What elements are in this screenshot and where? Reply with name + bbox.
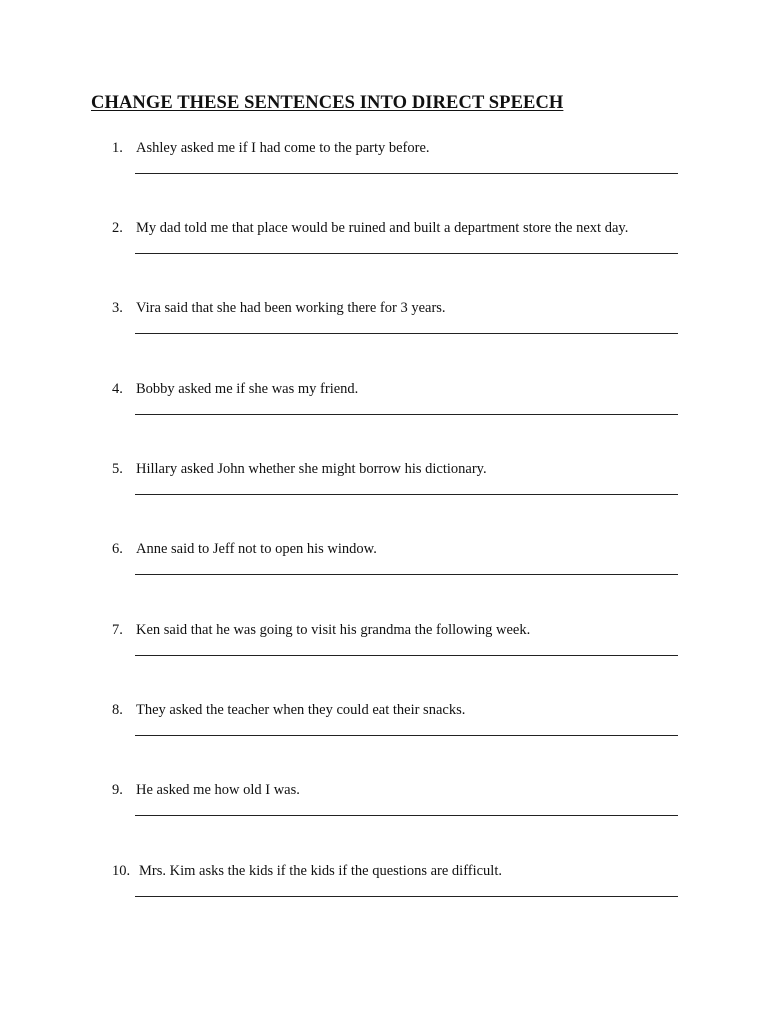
question-number: 1. bbox=[112, 140, 123, 156]
answer-line[interactable] bbox=[135, 494, 678, 495]
answer-line[interactable] bbox=[135, 815, 678, 816]
question-item bbox=[0, 541, 768, 601]
answer-line[interactable] bbox=[135, 333, 678, 334]
question-number: 8. bbox=[112, 702, 123, 718]
question-item bbox=[0, 863, 768, 923]
question-item bbox=[0, 461, 768, 521]
answer-line[interactable] bbox=[135, 735, 678, 736]
question-text: Anne said to Jeff not to open his window. bbox=[136, 541, 377, 557]
question-item bbox=[0, 381, 768, 441]
question-number: 5. bbox=[112, 461, 123, 477]
question-number: 10. bbox=[112, 863, 131, 879]
worksheet-title: CHANGE THESE SENTENCES INTO DIRECT SPEECH bbox=[91, 93, 564, 113]
question-item bbox=[0, 622, 768, 682]
question-number: 3. bbox=[112, 300, 123, 316]
question-item bbox=[0, 782, 768, 842]
question-number: 7. bbox=[112, 622, 123, 638]
answer-line[interactable] bbox=[135, 896, 678, 897]
answer-line[interactable] bbox=[135, 253, 678, 254]
answer-line[interactable] bbox=[135, 414, 678, 415]
question-text: Mrs. Kim asks the kids if the kids if the questions are difficult. bbox=[139, 863, 502, 879]
question-number: 4. bbox=[112, 381, 123, 397]
question-text: Ken said that he was going to visit his grandma the following week. bbox=[136, 622, 531, 638]
question-text: Ashley asked me if I had come to the party before. bbox=[136, 140, 430, 156]
question-item bbox=[0, 220, 768, 280]
question-number: 6. bbox=[112, 541, 123, 557]
question-text: They asked the teacher when they could eat their snacks. bbox=[136, 702, 466, 718]
question-text: Hillary asked John whether she might borrow his dictionary. bbox=[136, 461, 487, 477]
question-item bbox=[0, 300, 768, 360]
answer-line[interactable] bbox=[135, 173, 678, 174]
question-number: 9. bbox=[112, 782, 123, 798]
question-item bbox=[0, 140, 768, 200]
answer-line[interactable] bbox=[135, 655, 678, 656]
answer-line[interactable] bbox=[135, 574, 678, 575]
question-number: 2. bbox=[112, 220, 123, 236]
question-text: My dad told me that place would be ruined and built a department store the next day. bbox=[136, 220, 629, 236]
question-item bbox=[0, 702, 768, 762]
question-text: He asked me how old I was. bbox=[136, 782, 300, 798]
question-text: Vira said that she had been working there for 3 years. bbox=[136, 300, 446, 316]
question-text: Bobby asked me if she was my friend. bbox=[136, 381, 359, 397]
